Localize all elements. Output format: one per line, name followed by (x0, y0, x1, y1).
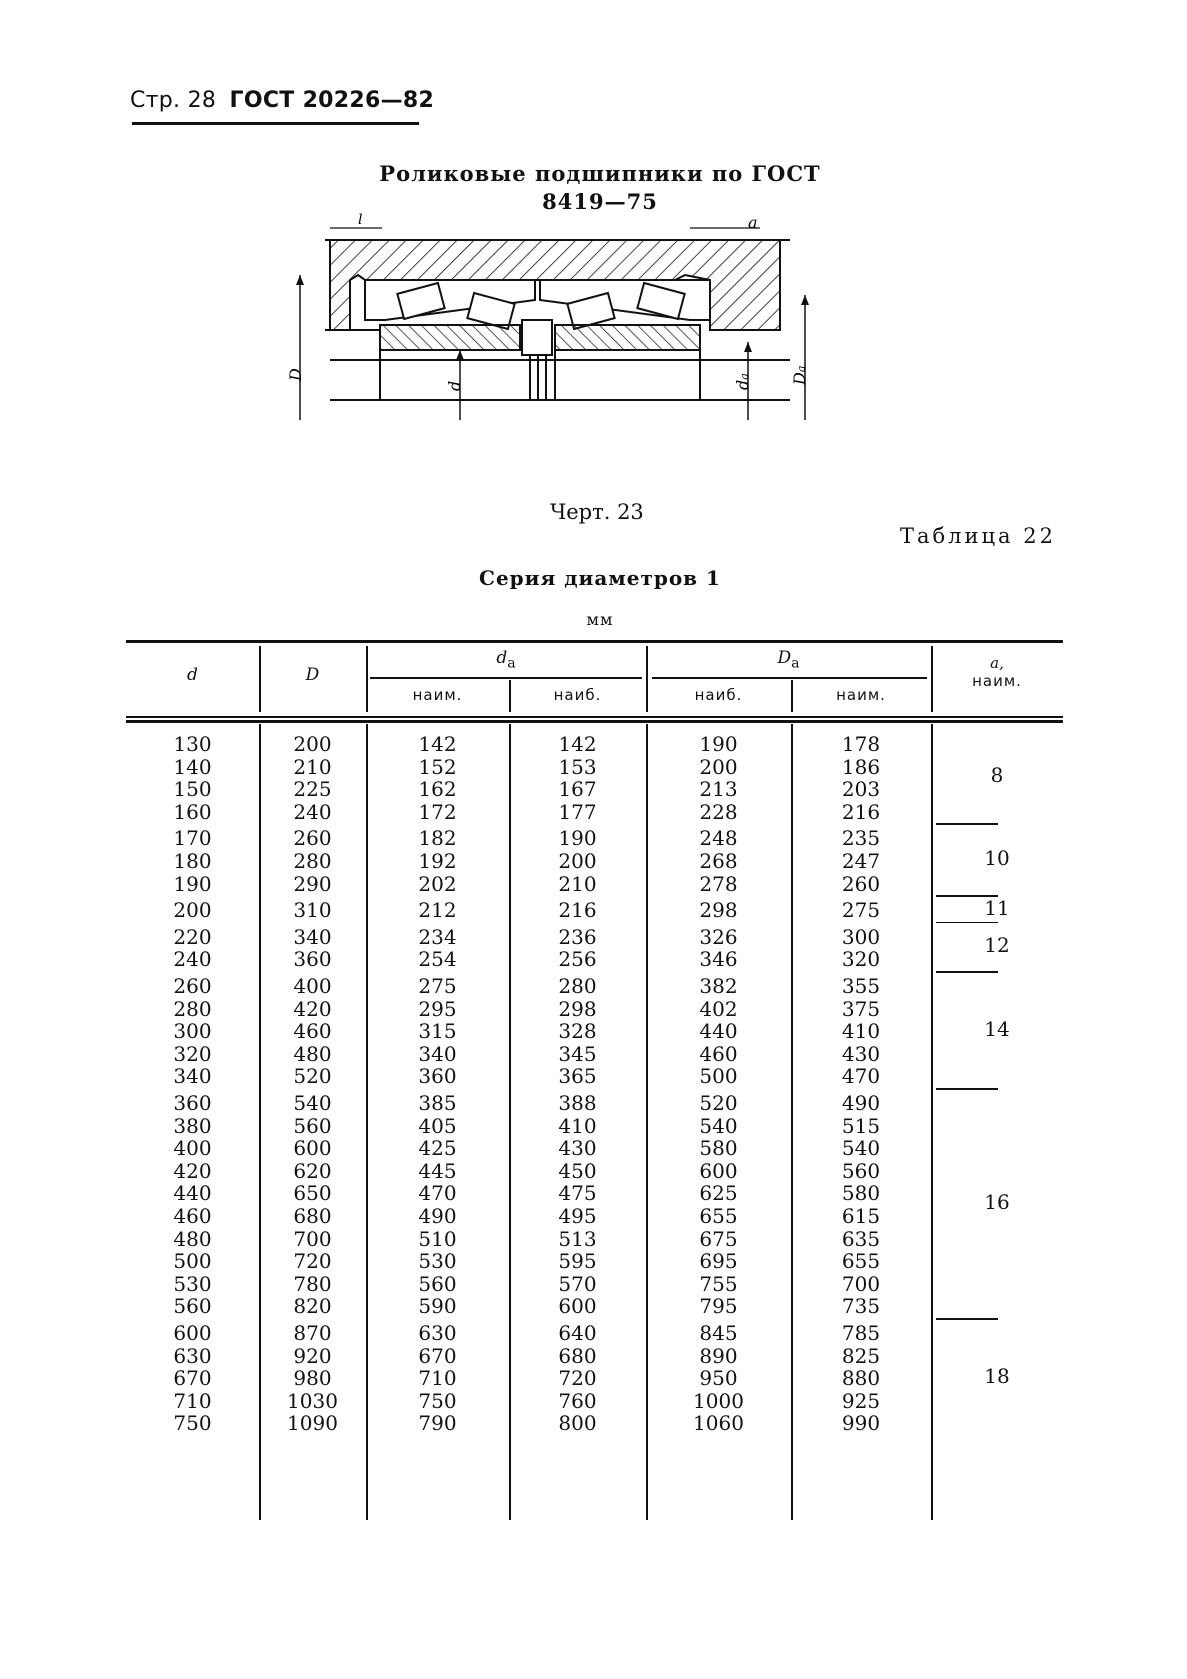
cell-Da-max: 520 (699, 1091, 738, 1115)
a-group-divider (936, 1088, 998, 1090)
cell-Da-min: 700 (841, 1271, 881, 1296)
header-d: d (187, 665, 198, 685)
cell-Da-max: 890 (699, 1343, 738, 1368)
cell-a-group: 10 (984, 846, 1010, 871)
cell-da-min: 360 (418, 1064, 457, 1089)
cell-da-max: 640 (558, 1321, 597, 1345)
cell-d: 670 (173, 1366, 212, 1391)
cell-Da-max: 382 (699, 974, 738, 998)
cell-da-min: 192 (418, 849, 457, 873)
cell-da-max: 388 (558, 1091, 597, 1115)
cell-da-min: 340 (418, 1041, 457, 1066)
cell-da-max: 495 (558, 1204, 597, 1228)
cell-D: 600 (293, 1136, 332, 1161)
cell-da-min: 510 (418, 1226, 457, 1251)
cell-da-min: 234 (418, 924, 457, 949)
cell-Da-min: 615 (841, 1204, 881, 1228)
cell-da-max: 256 (558, 947, 597, 972)
cell-Da-max: 540 (699, 1113, 738, 1138)
cell-da-min: 670 (418, 1343, 457, 1368)
cell-da-max: 200 (558, 849, 597, 873)
cell-d: 200 (173, 898, 212, 923)
cell-da-max: 680 (558, 1343, 597, 1368)
cell-Da-max: 675 (699, 1226, 738, 1251)
cell-Da-min: 247 (841, 849, 881, 873)
cell-da-max: 720 (558, 1366, 597, 1391)
bearing-drawing (286, 212, 890, 460)
cell-D: 240 (293, 799, 332, 824)
cell-a-group: 16 (984, 1190, 1010, 1214)
cell-d: 360 (173, 1091, 212, 1115)
cell-d: 630 (173, 1343, 212, 1368)
subheader-da-min: наим. (412, 686, 463, 704)
cell-Da-min: 216 (841, 799, 881, 824)
cell-Da-max: 460 (699, 1041, 738, 1066)
cell-Da-min: 203 (841, 777, 881, 802)
cell-a-group: 8 (990, 763, 1004, 788)
cell-Da-max: 1000 (693, 1388, 744, 1413)
cell-d: 560 (173, 1294, 212, 1319)
cell-D: 200 (293, 732, 332, 756)
cell-da-max: 328 (558, 1019, 597, 1044)
cell-Da-max: 190 (699, 732, 738, 756)
cell-D: 420 (293, 996, 332, 1021)
cell-Da-min: 925 (841, 1388, 881, 1413)
cell-da-min: 560 (418, 1271, 457, 1296)
cell-d: 220 (173, 924, 212, 949)
cell-Da-max: 402 (699, 996, 738, 1021)
cell-Da-max: 248 (699, 826, 738, 851)
a-group-divider (936, 823, 998, 825)
cell-D: 310 (293, 898, 332, 923)
cell-da-min: 425 (418, 1136, 457, 1161)
cell-Da-max: 695 (699, 1249, 738, 1274)
cell-Da-min: 655 (841, 1249, 881, 1274)
cell-da-max: 345 (558, 1041, 597, 1066)
cell-Da-max: 1060 (693, 1411, 744, 1436)
document-title (320, 160, 880, 216)
cell-D: 700 (293, 1226, 332, 1251)
cell-D: 360 (293, 947, 332, 972)
cell-Da-max: 440 (699, 1019, 738, 1044)
cell-D: 280 (293, 849, 332, 873)
header-Da: $D_a$ (777, 648, 800, 672)
subheader-Da-min: наим. (836, 686, 886, 704)
cell-Da-min: 735 (841, 1294, 881, 1319)
cell-Da-min: 635 (841, 1226, 881, 1251)
cell-Da-min: 260 (841, 871, 881, 896)
cell-D: 1030 (287, 1388, 338, 1413)
cell-D: 820 (293, 1294, 332, 1319)
series-title: Серия диаметров 1 (479, 566, 721, 590)
cell-da-max: 595 (558, 1249, 597, 1274)
cell-d: 150 (173, 777, 212, 802)
cell-Da-min: 580 (841, 1181, 881, 1206)
cell-Da-min: 178 (841, 732, 881, 756)
cell-da-min: 172 (418, 799, 457, 824)
cell-d: 190 (173, 871, 212, 896)
cell-Da-max: 200 (699, 754, 738, 779)
cell-d: 280 (173, 996, 212, 1021)
label-Da: Da (790, 365, 809, 385)
cell-D: 540 (293, 1091, 332, 1115)
cell-D: 620 (293, 1158, 332, 1183)
cell-da-min: 182 (418, 826, 457, 851)
a-group-divider (936, 971, 998, 973)
cell-da-min: 750 (418, 1388, 457, 1413)
subheader-Da-max: наиб. (694, 686, 743, 704)
cell-d: 480 (173, 1226, 212, 1251)
cell-da-max: 570 (558, 1271, 597, 1296)
cell-D: 260 (293, 826, 332, 851)
label-d: d (445, 380, 464, 391)
cell-D: 400 (293, 974, 332, 998)
cell-Da-max: 228 (699, 799, 738, 824)
cell-Da-max: 655 (699, 1204, 738, 1228)
cell-d: 440 (173, 1181, 212, 1206)
cell-Da-min: 515 (841, 1113, 881, 1138)
cell-da-min: 470 (418, 1181, 457, 1206)
cell-da-max: 600 (558, 1294, 597, 1319)
cell-Da-min: 880 (841, 1366, 881, 1391)
cell-d: 460 (173, 1204, 212, 1228)
cell-Da-min: 560 (841, 1158, 881, 1183)
label-D: D (286, 368, 305, 381)
cell-d: 380 (173, 1113, 212, 1138)
housing-section (330, 240, 780, 330)
cell-a-group: 11 (984, 895, 1010, 920)
cell-da-min: 202 (418, 871, 457, 896)
cell-d: 260 (173, 974, 212, 998)
cell-Da-max: 298 (699, 898, 738, 923)
cell-Da-min: 490 (841, 1091, 881, 1115)
cell-d: 710 (173, 1388, 212, 1413)
cell-da-max: 236 (558, 924, 597, 949)
cell-da-min: 710 (418, 1366, 457, 1391)
figure-caption: Черт. 23 (550, 500, 644, 524)
cell-da-max: 430 (558, 1136, 597, 1161)
cell-a-group: 14 (984, 1016, 1010, 1041)
dimensions-table (126, 640, 1063, 1520)
cell-da-min: 315 (418, 1019, 457, 1044)
cell-D: 870 (293, 1321, 332, 1345)
cell-da-max: 167 (558, 777, 597, 802)
cell-da-max: 177 (558, 799, 597, 824)
cell-Da-min: 540 (841, 1136, 881, 1161)
header-a: a, наим. (972, 654, 1022, 690)
cell-Da-min: 990 (841, 1411, 881, 1436)
cell-Da-max: 268 (699, 849, 738, 873)
cell-da-max: 800 (558, 1411, 597, 1436)
cell-d: 140 (173, 754, 212, 779)
cell-D: 920 (293, 1343, 332, 1368)
cell-D: 980 (293, 1366, 332, 1391)
page-header (130, 88, 434, 113)
cell-da-min: 254 (418, 947, 457, 972)
cell-da-min: 790 (418, 1411, 457, 1436)
cell-da-max: 210 (558, 871, 597, 896)
cell-D: 520 (293, 1064, 332, 1089)
cell-D: 720 (293, 1249, 332, 1274)
cell-da-min: 152 (418, 754, 457, 779)
header-da: $d_a$ (496, 648, 516, 672)
a-group-divider (936, 1318, 998, 1320)
cell-D: 210 (293, 754, 332, 779)
cell-da-max: 760 (558, 1388, 597, 1413)
cell-D: 480 (293, 1041, 332, 1066)
label-a: a (748, 213, 758, 232)
title-line-2: 8419—75 (542, 189, 658, 214)
cell-da-max: 190 (558, 826, 597, 851)
header-D: D (305, 665, 320, 685)
cell-da-max: 153 (558, 754, 597, 779)
cell-D: 290 (293, 871, 332, 896)
cell-da-min: 385 (418, 1091, 457, 1115)
cell-da-min: 530 (418, 1249, 457, 1274)
cell-Da-min: 320 (841, 947, 881, 972)
cell-a-group: 12 (984, 933, 1010, 958)
cell-Da-min: 825 (841, 1343, 881, 1368)
cell-da-max: 280 (558, 974, 597, 998)
cell-d: 170 (173, 826, 212, 851)
cell-d: 340 (173, 1064, 212, 1089)
cell-D: 560 (293, 1113, 332, 1138)
cell-d: 160 (173, 799, 212, 824)
cell-Da-min: 470 (841, 1064, 881, 1089)
cell-Da-min: 186 (841, 754, 881, 779)
subheader-da-max: наиб. (553, 686, 602, 704)
cell-da-max: 365 (558, 1064, 597, 1089)
cell-d: 180 (173, 849, 212, 873)
cell-da-max: 513 (558, 1226, 597, 1251)
standard-number: ГОСТ 20226—82 (229, 88, 435, 113)
cell-d: 240 (173, 947, 212, 972)
cell-d: 300 (173, 1019, 212, 1044)
cell-d: 500 (173, 1249, 212, 1274)
cell-da-max: 216 (558, 898, 597, 923)
cell-d: 400 (173, 1136, 212, 1161)
cell-D: 460 (293, 1019, 332, 1044)
cell-d: 420 (173, 1158, 212, 1183)
cell-Da-min: 410 (841, 1019, 881, 1044)
cell-da-min: 275 (418, 974, 457, 998)
cell-da-max: 142 (558, 732, 597, 756)
cell-D: 650 (293, 1181, 332, 1206)
cell-Da-min: 275 (841, 898, 881, 923)
cell-da-min: 295 (418, 996, 457, 1021)
cell-Da-min: 235 (841, 826, 881, 851)
header-rule-1 (126, 716, 1063, 718)
cell-da-max: 475 (558, 1181, 597, 1206)
cell-Da-max: 845 (699, 1321, 738, 1345)
cell-D: 1090 (287, 1411, 338, 1436)
cell-da-min: 590 (418, 1294, 457, 1319)
cell-Da-max: 950 (699, 1366, 738, 1391)
cell-Da-max: 795 (699, 1294, 738, 1319)
a-group-divider (936, 922, 998, 924)
label-l: l (358, 212, 363, 228)
cell-da-min: 142 (418, 732, 457, 756)
cell-Da-max: 326 (699, 924, 738, 949)
cell-d: 530 (173, 1271, 212, 1296)
header-rule (132, 122, 419, 125)
cell-d: 600 (173, 1321, 212, 1345)
cell-da-max: 298 (558, 996, 597, 1021)
cell-da-max: 450 (558, 1158, 597, 1183)
cell-D: 780 (293, 1271, 332, 1296)
cell-D: 225 (293, 777, 332, 802)
cell-Da-min: 785 (841, 1321, 881, 1345)
cell-Da-max: 580 (699, 1136, 738, 1161)
cell-D: 340 (293, 924, 332, 949)
cell-Da-max: 600 (699, 1158, 738, 1183)
cell-d: 130 (173, 732, 212, 756)
cell-da-max: 410 (558, 1113, 597, 1138)
cell-a-group: 18 (984, 1363, 1010, 1388)
table-number: Таблица 22 (900, 524, 1056, 548)
header-rule-2 (126, 720, 1063, 723)
cell-Da-min: 300 (841, 924, 881, 949)
cell-Da-max: 500 (699, 1064, 738, 1089)
cell-Da-max: 278 (699, 871, 738, 896)
cell-Da-min: 375 (841, 996, 881, 1021)
label-da: da (733, 373, 752, 390)
cell-d: 750 (173, 1411, 212, 1436)
cell-da-min: 162 (418, 777, 457, 802)
cell-da-min: 490 (418, 1204, 457, 1228)
cell-Da-min: 430 (841, 1041, 881, 1066)
cell-Da-max: 346 (699, 947, 738, 972)
cell-Da-max: 625 (699, 1181, 738, 1206)
cell-Da-max: 755 (699, 1271, 738, 1296)
cell-da-min: 212 (418, 898, 457, 923)
title-line-1: Роликовые подшипники по ГОСТ (379, 161, 821, 186)
page-number: Стр. 28 (130, 88, 217, 113)
cell-Da-max: 213 (699, 777, 738, 802)
cell-da-min: 445 (418, 1158, 457, 1183)
cell-da-min: 630 (418, 1321, 457, 1345)
cell-da-min: 405 (418, 1113, 457, 1138)
unit-label: мм (586, 610, 614, 629)
cell-D: 680 (293, 1204, 332, 1228)
cell-d: 320 (173, 1041, 212, 1066)
table-top-rule (126, 640, 1063, 643)
cell-Da-min: 355 (841, 974, 881, 998)
